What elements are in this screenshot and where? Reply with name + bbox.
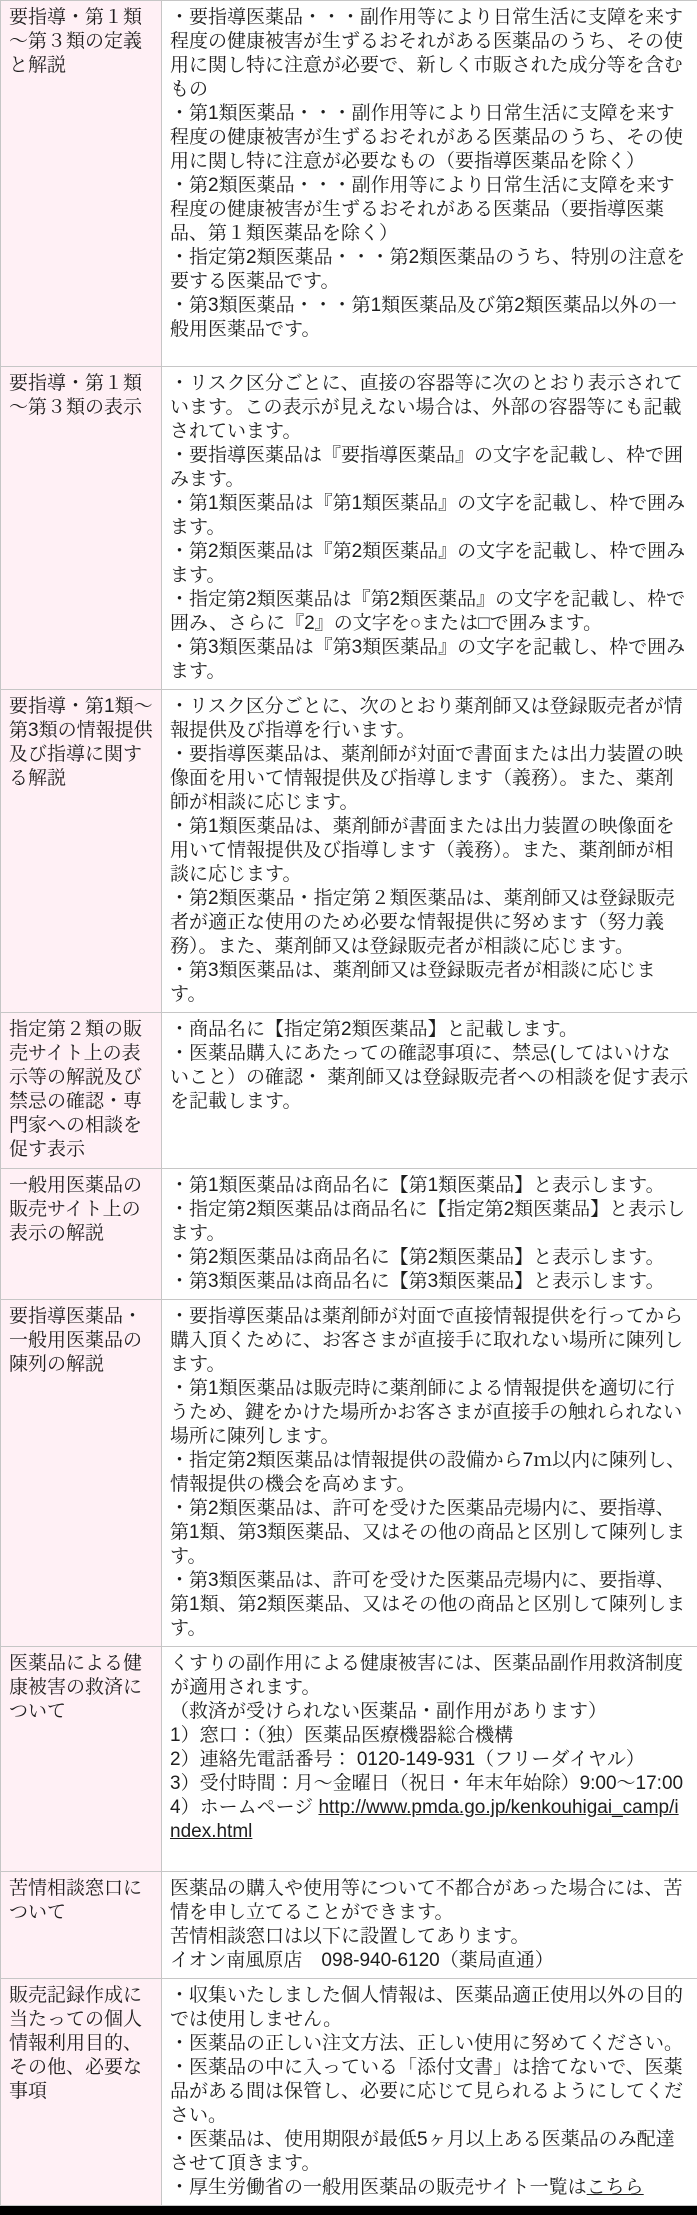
content-paragraph: ・要指導医薬品・・・副作用等により日常生活に支障を来す程度の健康被害が生ずるおそれがある医薬品のうち、その使用に関し特に注意が必要で、新しく市販された成分等を含むもの bbox=[170, 6, 689, 102]
content-paragraph: 4）ホームページ http://www.pmda.go.jp/kenkouhigai_camp/index.html bbox=[170, 1796, 689, 1844]
content-paragraph: ・指定第2類医薬品は『第2類医薬品』の文字を記載し、枠で囲み、さらに『2』の文字を○または□で囲みます。 bbox=[170, 588, 689, 636]
table-row bbox=[1, 690, 697, 1013]
content-paragraph: ・リスク区分ごとに、次のとおり薬剤師又は登録販売者が情報提供及び指導を行います。 bbox=[170, 695, 689, 743]
content-paragraph: ・商品名に【指定第2類医薬品】と記載します。 bbox=[170, 1018, 689, 1042]
row-header: 苦情相談窓口について bbox=[1, 1872, 162, 1979]
table-row bbox=[1, 1872, 697, 1979]
content-paragraph: ・医薬品の中に入っている「添付文書」は捨てないで、医薬品がある間は保管し、必要に応じて見られるようにしてください。 bbox=[170, 2056, 689, 2128]
bottom-black-bar bbox=[0, 2206, 697, 2215]
content-paragraph: ・第1類医薬品・・・副作用等により日常生活に支障を来す程度の健康被害が生ずるおそれがある医薬品のうち、その使用に関し特に注意が必要なもの（要指導医薬品を除く） bbox=[170, 102, 689, 174]
content-paragraph: ・第1類医薬品は『第1類医薬品』の文字を記載し、枠で囲みます。 bbox=[170, 492, 689, 540]
content-paragraph: 2）連絡先電話番号： 0120-149-931（フリーダイヤル） bbox=[170, 1748, 689, 1772]
content-paragraph: 苦情相談窓口は以下に設置してあります。 bbox=[170, 1925, 689, 1949]
row-header: 一般用医薬品の販売サイト上の表示の解説 bbox=[1, 1169, 162, 1300]
row-header: 要指導・第1類～第3類の情報提供及び指導に関する解説 bbox=[1, 690, 162, 1013]
content-paragraph: ・第2類医薬品は『第2類医薬品』の文字を記載し、枠で囲みます。 bbox=[170, 540, 689, 588]
content-paragraph: ・第2類医薬品は、許可を受けた医薬品売場内に、要指導、第1類、第3類医薬品、又はその他の商品と区別して陳列します。 bbox=[170, 1497, 689, 1569]
row-header: 要指導医薬品・一般用医薬品の陳列の解説 bbox=[1, 1300, 162, 1647]
row-content bbox=[162, 1872, 697, 1979]
info-table-body bbox=[1, 1, 697, 2206]
row-content bbox=[162, 1979, 697, 2206]
content-paragraph: ・リスク区分ごとに、直接の容器等に次のとおり表示されています。この表示が見えない場合は、外部の容器等にも記載されています。 bbox=[170, 372, 689, 444]
content-paragraph: イオン南風原店 098-940-6120（薬局直通） bbox=[170, 1949, 689, 1973]
table-row bbox=[1, 1300, 697, 1647]
content-paragraph: ・要指導医薬品は、薬剤師が対面で書面または出力装置の映像面を用いて情報提供及び指導します（義務）。また、薬剤師が相談に応じます。 bbox=[170, 743, 689, 815]
row-content bbox=[162, 1, 697, 367]
content-paragraph: ・要指導医薬品は薬剤師が対面で直接情報提供を行ってから購入頂くために、お客さまが直接手に取れない場所に陳列します。 bbox=[170, 1305, 689, 1377]
table-row bbox=[1, 1, 697, 367]
content-paragraph: ・医薬品の正しい注文方法、正しい使用に努めてください。 bbox=[170, 2032, 689, 2056]
content-paragraph: ・第1類医薬品は販売時に薬剤師による情報提供を適切に行うため、鍵をかけた場所かお客さまが直接手の触れられない場所に陳列します。 bbox=[170, 1377, 689, 1449]
content-paragraph: ・第3類医薬品・・・第1類医薬品及び第2類医薬品以外の一般用医薬品です。 bbox=[170, 294, 689, 342]
content-paragraph: ・要指導医薬品は『要指導医薬品』の文字を記載し、枠で囲みます。 bbox=[170, 444, 689, 492]
content-paragraph: ・指定第2類医薬品は情報提供の設備から7ｍ以内に陳列し、情報提供の機会を高めます。 bbox=[170, 1449, 689, 1497]
content-paragraph: 1）窓口：（独）医薬品医療機器総合機構 bbox=[170, 1724, 689, 1748]
content-paragraph: ・第2類医薬品は商品名に【第2類医薬品】と表示します。 bbox=[170, 1246, 689, 1270]
content-paragraph: ・第3類医薬品は『第3類医薬品』の文字を記載し、枠で囲みます。 bbox=[170, 636, 689, 684]
content-paragraph: （救済が受けられない医薬品・副作用があります） bbox=[170, 1700, 689, 1724]
row-header: 販売記録作成に当たっての個人情報利用目的、その他、必要な事項 bbox=[1, 1979, 162, 2206]
row-header: 指定第２類の販売サイト上の表示等の解説及び禁忌の確認・専門家への相談を促す表示 bbox=[1, 1013, 162, 1169]
content-paragraph: ・医薬品購入にあたっての確認事項に、禁忌(してはいけないこと）の確認・ 薬剤師又は登録販売者への相談を促す表示を記載します。 bbox=[170, 1042, 689, 1114]
table-row bbox=[1, 1647, 697, 1872]
content-paragraph: 医薬品の購入や使用等について不都合があった場合には、苦情を申し立てることができます。 bbox=[170, 1877, 689, 1925]
content-paragraph: ・第1類医薬品は、薬剤師が書面または出力装置の映像面を用いて情報提供及び指導します（義務）。また、薬剤師が相談に応じます。 bbox=[170, 815, 689, 887]
row-content bbox=[162, 1013, 697, 1169]
content-paragraph: ・収集いたしました個人情報は、医薬品適正使用以外の目的では使用しません。 bbox=[170, 1984, 689, 2032]
content-paragraph: ・第1類医薬品は商品名に【第1類医薬品】と表示します。 bbox=[170, 1174, 689, 1198]
table-row bbox=[1, 1979, 697, 2206]
row-content bbox=[162, 367, 697, 690]
content-paragraph: くすりの副作用による健康被害には、医薬品副作用救済制度が適用されます。 bbox=[170, 1652, 689, 1700]
content-paragraph: ・医薬品は、使用期限が最低5ヶ月以上ある医薬品のみ配達させて頂きます。 bbox=[170, 2128, 689, 2176]
row-content bbox=[162, 1300, 697, 1647]
row-content bbox=[162, 690, 697, 1013]
content-paragraph: ・第2類医薬品・指定第２類医薬品は、薬剤師又は登録販売者が適正な使用のため必要な情報提供に努めます（努力義務）。また、薬剤師又は登録販売者が相談に応じます。 bbox=[170, 887, 689, 959]
content-paragraph: ・第3類医薬品は商品名に【第3類医薬品】と表示します。 bbox=[170, 1270, 689, 1294]
table-row bbox=[1, 1013, 697, 1169]
content-paragraph: ・指定第2類医薬品は商品名に【指定第2類医薬品】と表示します。 bbox=[170, 1198, 689, 1246]
content-paragraph: ・第2類医薬品・・・副作用等により日常生活に支障を来す程度の健康被害が生ずるおそれがある医薬品（要指導医薬品、第１類医薬品を除く） bbox=[170, 174, 689, 246]
content-paragraph: ・第3類医薬品は、許可を受けた医薬品売場内に、要指導、第1類、第2類医薬品、又はその他の商品と区別して陳列します。 bbox=[170, 1569, 689, 1641]
table-row bbox=[1, 367, 697, 690]
pmda-homepage-link[interactable]: http://www.pmda.go.jp/kenkouhigai_camp/index.html bbox=[170, 1797, 679, 1842]
row-content bbox=[162, 1169, 697, 1300]
row-header: 医薬品による健康被害の救済について bbox=[1, 1647, 162, 1872]
content-paragraph: 3）受付時間：月～金曜日（祝日・年末年始除）9:00～17:00 bbox=[170, 1772, 689, 1796]
content-paragraph: ・第3類医薬品は、薬剤師又は登録販売者が相談に応じます。 bbox=[170, 959, 689, 1007]
row-content bbox=[162, 1647, 697, 1872]
mhlw-sales-site-list-link[interactable]: こちら bbox=[587, 2177, 644, 2198]
row-header: 要指導・第１類～第３類の定義と解説 bbox=[1, 1, 162, 367]
row-header: 要指導・第１類～第３類の表示 bbox=[1, 367, 162, 690]
table-row bbox=[1, 1169, 697, 1300]
content-paragraph: ・厚生労働省の一般用医薬品の販売サイト一覧はこちら bbox=[170, 2176, 689, 2200]
content-paragraph: ・指定第2類医薬品・・・第2類医薬品のうち、特別の注意を要する医薬品です。 bbox=[170, 246, 689, 294]
